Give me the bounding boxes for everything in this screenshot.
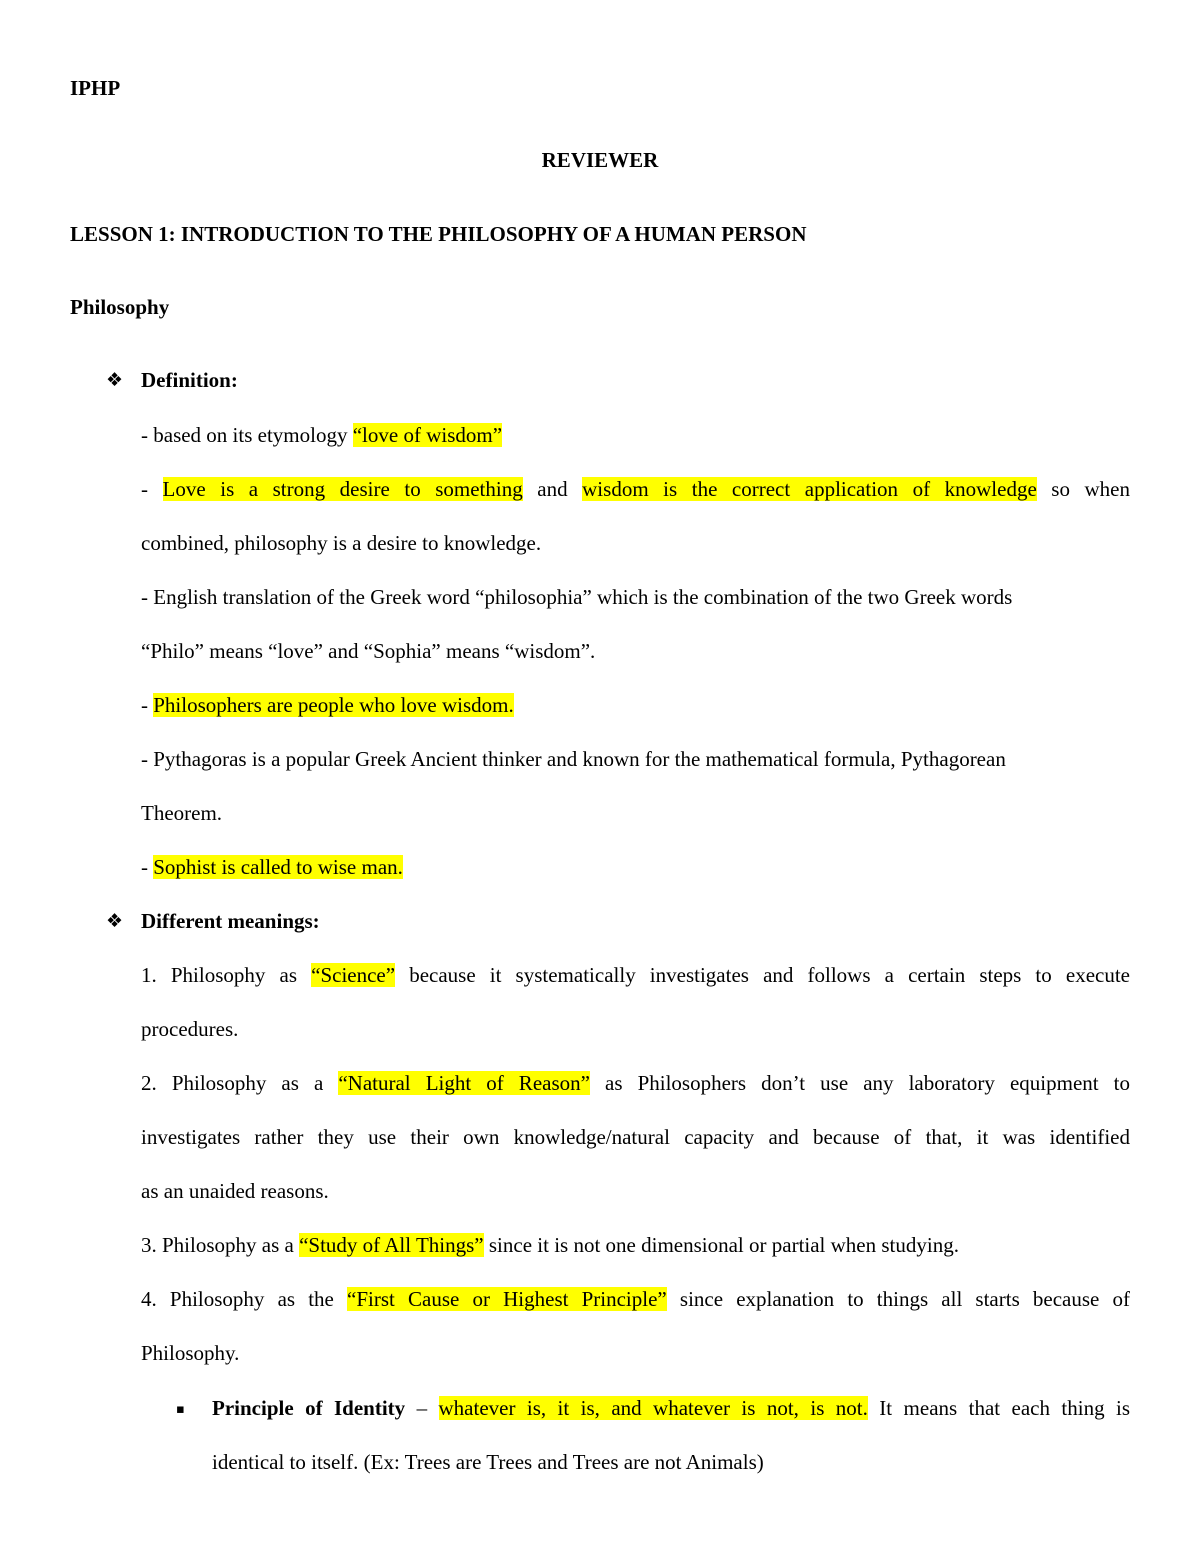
meaning-1: 1. Philosophy as “Science” because it systematically investigates and follows a certain steps to execute (141, 963, 1131, 987)
definition-line-6: - Philosophers are people who love wisdom. (141, 693, 514, 717)
meaning-2-cont-2: as an unaided reasons. (141, 1179, 329, 1203)
document-title: REVIEWER (541, 148, 659, 172)
highlight: “love of wisdom” (352, 423, 503, 447)
definition-line-1: - based on its etymology “love of wisdom” (141, 423, 503, 447)
highlight: wisdom is the correct application of knowledge (582, 477, 1037, 501)
section-title: Philosophy (70, 295, 170, 319)
highlight: “Study of All Things” (299, 1233, 484, 1257)
definition-line-2: - Love is a strong desire to something and wisdom is the correct application of knowledge so when (141, 477, 1131, 501)
definition-line-5: “Philo” means “love” and “Sophia” means “wisdom”. (141, 639, 596, 663)
meaning-3: 3. Philosophy as a “Study of All Things” since it is not one dimensional or partial when studying. (141, 1233, 959, 1257)
highlight: Philosophers are people who love wisdom. (153, 693, 514, 717)
principle-label: Principle of Identity (212, 1396, 406, 1420)
highlight: “First Cause or Highest Principle” (347, 1287, 667, 1311)
highlight: “Science” (311, 963, 396, 987)
lesson-title: LESSON 1: INTRODUCTION TO THE PHILOSOPHY OF A HUMAN PERSON (70, 222, 807, 246)
definition-line-4: - English translation of the Greek word “philosophia” which is the combination of the two Greek words (141, 585, 1013, 609)
diamond-bullet-icon: ❖ (106, 369, 124, 391)
meaning-1-cont: procedures. (141, 1017, 239, 1041)
definition-line-3: combined, philosophy is a desire to knowledge. (141, 531, 542, 555)
definition-line-9: - Sophist is called to wise man. (141, 855, 403, 879)
highlight: Sophist is called to wise man. (153, 855, 403, 879)
meaning-4-cont: Philosophy. (141, 1341, 240, 1365)
principle-of-identity-cont: identical to itself. (Ex: Trees are Trees and Trees are not Animals) (212, 1450, 764, 1474)
highlight: “Natural Light of Reason” (338, 1071, 590, 1095)
header-code: IPHP (70, 76, 121, 100)
definition-line-7: - Pythagoras is a popular Greek Ancient thinker and known for the mathematical formula, Pythagorean (141, 747, 1006, 771)
meaning-2-cont-1: investigates rather they use their own knowledge/natural capacity and because of that, it was identified (141, 1125, 1130, 1149)
square-bullet-icon: ▪ (176, 1402, 185, 1417)
definition-heading: Definition: (141, 368, 238, 392)
meaning-4: 4. Philosophy as the “First Cause or Highest Principle” since explanation to things all starts because of (141, 1287, 1131, 1311)
highlight: whatever is, it is, and whatever is not, is not. (438, 1396, 868, 1420)
diamond-bullet-icon: ❖ (106, 910, 124, 932)
meaning-2: 2. Philosophy as a “Natural Light of Reason” as Philosophers don’t use any laboratory equipment to (141, 1071, 1130, 1095)
highlight: Love is a strong desire to something (162, 477, 523, 501)
definition-line-8: Theorem. (141, 801, 223, 825)
principle-of-identity: Principle of Identity – whatever is, it is, and whatever is not, is not. It means that each thing is (212, 1396, 1130, 1420)
meanings-heading: Different meanings: (141, 909, 320, 933)
